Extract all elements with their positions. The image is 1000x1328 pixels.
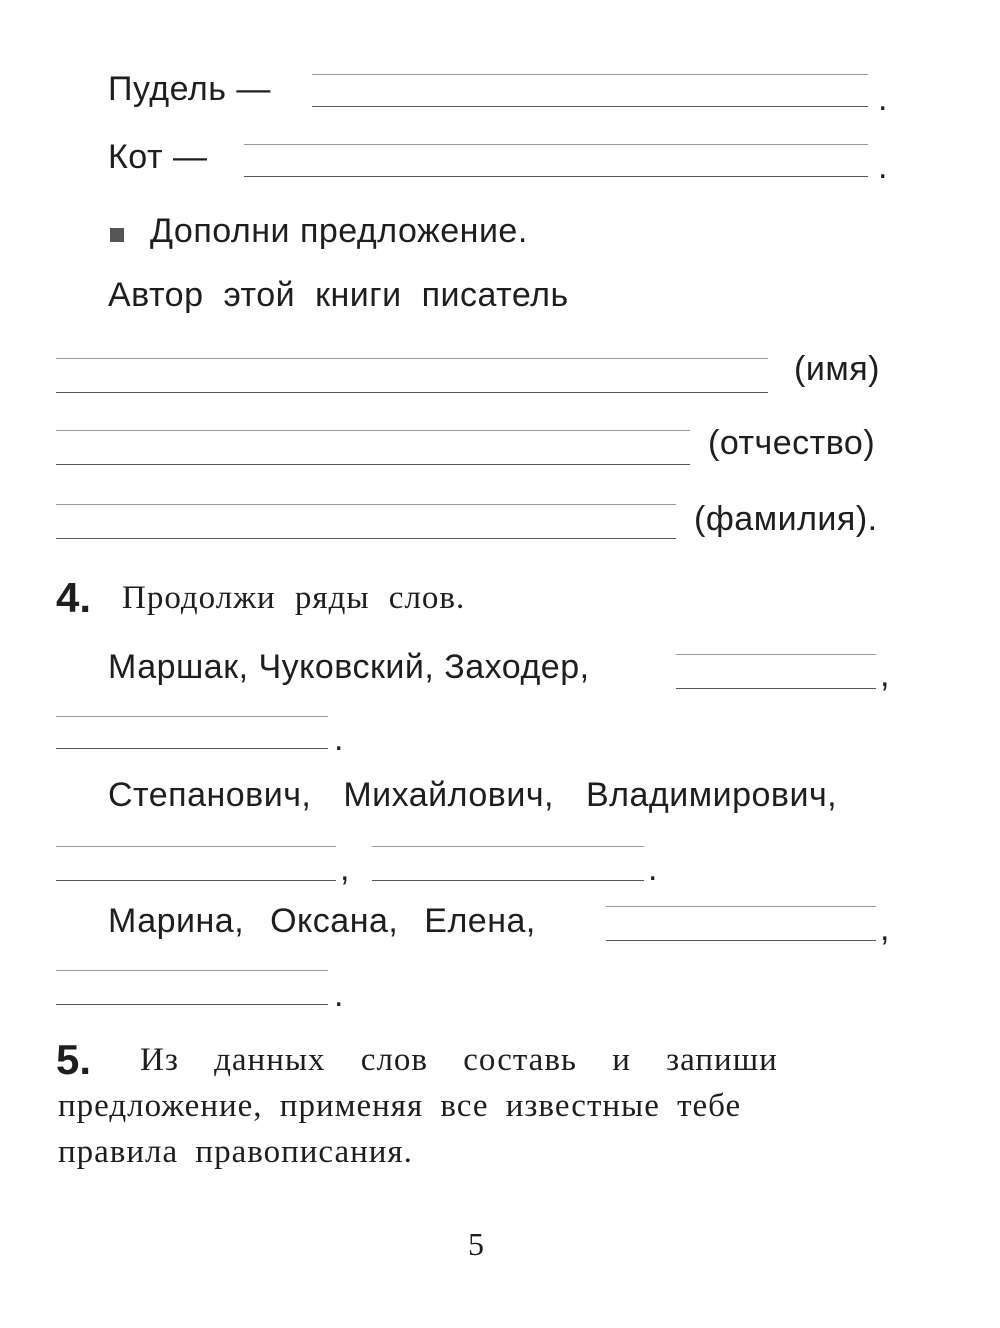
surname-label: (фамилия). xyxy=(694,500,878,538)
row1-answer-line-a[interactable] xyxy=(676,688,876,689)
task5-line3: правила правописания. xyxy=(58,1134,413,1170)
task4-row3-words: Марина, Оксана, Елена, xyxy=(108,902,536,940)
row3-answer-line-b[interactable] xyxy=(56,1004,328,1005)
pudel-guide-line xyxy=(312,74,868,75)
row2-guide-line-a xyxy=(56,846,336,847)
row3-guide-line-b xyxy=(56,970,328,971)
task5-number: 5. xyxy=(56,1036,92,1083)
complete-sentence-instruction: Дополни предложение. xyxy=(150,212,528,250)
patronymic-guide-line xyxy=(56,430,690,431)
bullet-square-icon xyxy=(110,228,124,242)
kot-label: Кот — xyxy=(108,138,208,176)
task5-line2: предложение, применяя все известные тебе xyxy=(58,1088,742,1124)
patronymic-answer-line[interactable] xyxy=(56,464,690,465)
kot-answer-line[interactable] xyxy=(244,176,868,177)
task5-line1: Из данных слов составь и запиши xyxy=(140,1042,778,1078)
pudel-period: . xyxy=(878,80,888,118)
row2-guide-line-b xyxy=(372,846,644,847)
row1-guide-line-b xyxy=(56,716,328,717)
kot-period: . xyxy=(878,148,888,186)
row3-guide-line-a xyxy=(606,906,876,907)
task4-row2-words: Степанович, Михайлович, Владимирович, xyxy=(108,776,838,814)
row1-answer-line-b[interactable] xyxy=(56,748,328,749)
surname-answer-line[interactable] xyxy=(56,538,676,539)
name-answer-line[interactable] xyxy=(56,392,768,393)
task4-row1-words: Маршак, Чуковский, Заходер, xyxy=(108,648,590,686)
row3-comma: , xyxy=(880,910,890,948)
surname-guide-line xyxy=(56,504,676,505)
kot-guide-line xyxy=(244,144,868,145)
row2-answer-line-b[interactable] xyxy=(372,880,644,881)
row1-guide-line-a xyxy=(676,654,876,655)
row1-period: . xyxy=(334,720,344,758)
complete-sentence-lead: Автор этой книги писатель xyxy=(108,276,569,314)
row2-period: . xyxy=(648,850,658,888)
row3-period: . xyxy=(334,976,344,1014)
row1-comma: , xyxy=(880,656,890,694)
name-label: (имя) xyxy=(794,350,880,388)
row2-comma: , xyxy=(340,850,350,888)
patronymic-label: (отчество) xyxy=(708,424,876,462)
task4-number: 4. xyxy=(56,574,92,621)
task4-instruction: Продолжи ряды слов. xyxy=(122,580,466,616)
row2-answer-line-a[interactable] xyxy=(56,880,336,881)
row3-answer-line-a[interactable] xyxy=(606,940,876,941)
name-guide-line xyxy=(56,358,768,359)
page-number: 5 xyxy=(468,1226,484,1262)
pudel-answer-line[interactable] xyxy=(312,106,868,107)
pudel-label: Пудель — xyxy=(108,70,271,108)
